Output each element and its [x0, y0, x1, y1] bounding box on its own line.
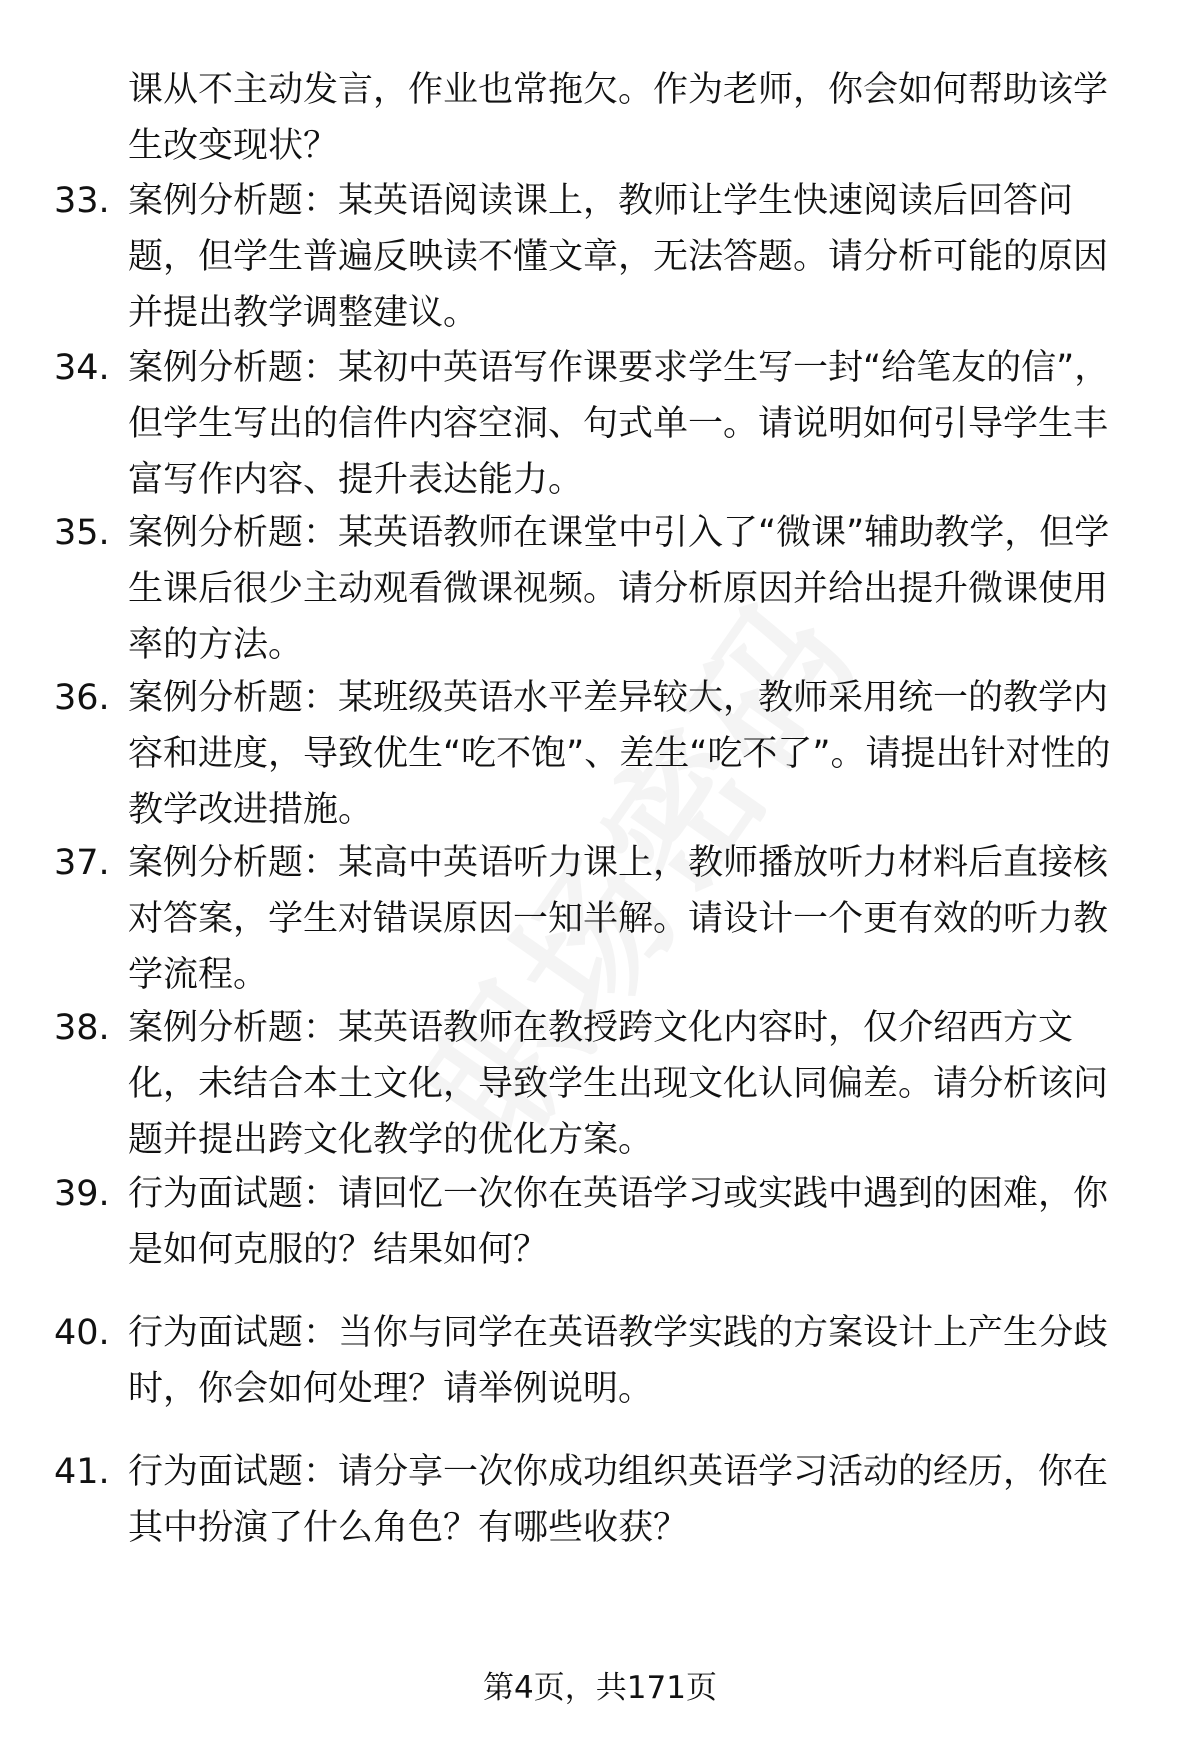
question-number: 37.: [54, 843, 110, 883]
question-number: 34.: [54, 348, 110, 388]
question-text: 行为面试题：请分享一次你成功组织英语学习活动的经历，你在其中扮演了什么角色？有哪些收获？: [128, 1452, 1109, 1548]
question-number: 35.: [54, 513, 110, 553]
question-number: 40.: [54, 1313, 110, 1353]
question-text: 案例分析题：某初中英语写作课要求学生写一封“给笔友的信”，但学生写出的信件内容空洞、句式单一。请说明如何引导学生丰富写作内容、提升表达能力。: [128, 348, 1110, 500]
page-footer: 第4页，共171页: [483, 1670, 717, 1706]
question-text: 案例分析题：某班级英语水平差异较大，教师采用统一的教学内容和进度，导致优生“吃不饱”、差生“吃不了”。请提出针对性的教学改进措施。: [128, 678, 1111, 830]
question-text: 案例分析题：某英语教师在教授跨文化内容时，仅介绍西方文化，未结合本土文化，导致学生出现文化认同偏差。请分析该问题并提出跨文化教学的优化方案。: [128, 1008, 1109, 1160]
question-number: 33.: [54, 181, 110, 221]
question-text: 行为面试题：当你与同学在英语教学实践的方案设计上产生分歧时，你会如何处理？请举例说明。: [128, 1313, 1109, 1409]
question-number: 41.: [54, 1452, 110, 1492]
question-number: 39.: [54, 1174, 110, 1214]
question-number: 38.: [54, 1008, 110, 1048]
question-text: 案例分析题：某英语阅读课上，教师让学生快速阅读后回答问题，但学生普遍反映读不懂文章，无法答题。请分析可能的原因并提出教学调整建议。: [128, 181, 1109, 333]
continued-question-text: 课从不主动发言，作业也常拖欠。作为老师，你会如何帮助该学生改变现状？: [128, 70, 1109, 166]
question-text: 行为面试题：请回忆一次你在英语学习或实践中遇到的困难，你是如何克服的？结果如何？: [128, 1174, 1109, 1270]
question-text: 案例分析题：某高中英语听力课上，教师播放听力材料后直接核对答案，学生对错误原因一知半解。请设计一个更有效的听力教学流程。: [128, 843, 1109, 995]
question-text: 案例分析题：某英语教师在课堂中引入了“微课”辅助教学，但学生课后很少主动观看微课视频。请分析原因并给出提升微课使用率的方法。: [128, 513, 1110, 665]
question-number: 36.: [54, 678, 110, 718]
